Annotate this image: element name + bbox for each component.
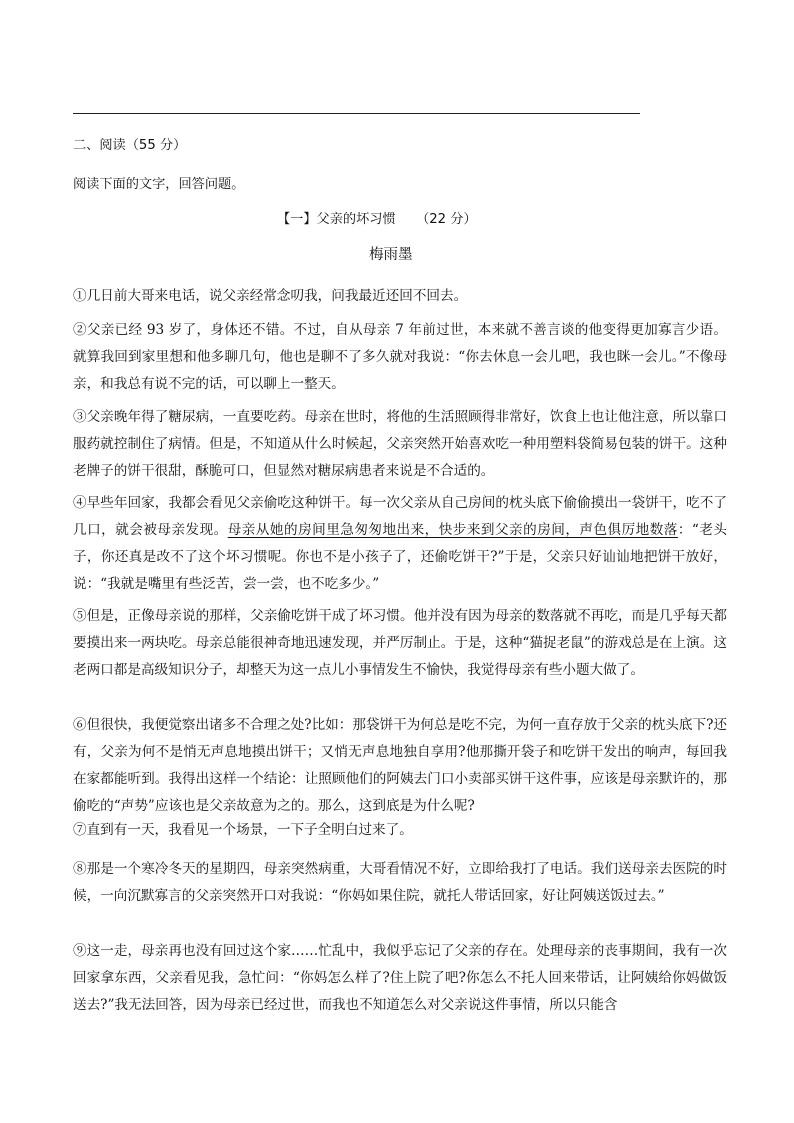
paragraph-8: ⑧那是一个寒冷冬天的星期四，母亲突然病重，大哥看情况不好，立即给我打了电话。我们送母亲去医院的时候，一向沉默寡言的父亲突然开口对我说：“你妈如果住院，就托人带话回家，好让阿姨送饭过去。”: [73, 861, 727, 904]
paragraph-1: ①几日前大哥来电话，说父亲经常念叨我，问我最近还回不回去。: [73, 288, 468, 304]
paragraph-2: ②父亲已经 93 岁了，身体还不错。不过，自从母亲 7 年前过世，本来就不善言谈的他变得更加寡言少语。就算我回到家里想和他多聊几句，他也是聊不了多久就对我说：“你去休息一会儿吧，我也眯一会儿。”不像母亲，和我总有说不完的话，可以聊上一整天。: [73, 322, 727, 392]
section-heading: 二、阅读（55 分）: [73, 138, 187, 153]
article-points: （22 分）: [416, 212, 477, 227]
instruction-text: 阅读下面的文字，回答问题。: [73, 177, 245, 192]
paragraph-4-underlined: 母亲从她的房间里急匆匆地出来，快步来到父亲的房间，声色俱厉地数落: [227, 522, 678, 538]
paragraph-6: ⑥但很快，我便觉察出诸多不合理之处?比如：那袋饼干为何总是吃不完，为何一直存放于父亲的枕头底下?还有，父亲为何不是悄无声息地摸出饼干；又悄无声息地独自享用?他那撕开袋子和吃饼干发出的响声，每回我在家都能听到。我得出这样一个结论：让照顾他们的阿姨去门口小卖部买饼干这件事，应该是母亲默许的，那偷吃的“声势”应该也是父亲故意为之的。那么，这到底是为什么呢?: [73, 717, 727, 814]
paragraph-4: [73, 490, 727, 598]
paragraph-5: ⑤但是，正像母亲说的那样，父亲偷吃饼干成了坏习惯。他并没有因为母亲的数落就不再吃，而是几乎每天都要摸出来一两块吃。母亲总能很神奇地迅速发现，并严厉制止。于是，这种“猫捉老鼠”的游戏总是在上演。这老两口都是高级知识分子，却整天为这一点儿小事情发生不愉快，我觉得母亲有些小题大做了。: [73, 608, 727, 678]
paragraph-7: ⑦直到有一天，我看见一个场景，一下子全明白过来了。: [73, 822, 413, 838]
header-rule: [73, 113, 640, 114]
article-author: 梅雨墨: [369, 247, 413, 263]
article-title: [277, 213, 477, 226]
paragraph-4-before: ④早些年回家，我都会看见父亲偷吃这种饼干。每一次父亲从自己房间的枕头底下偷偷摸出一袋饼干，吃不了几口，就会被母亲发现。: [73, 495, 727, 538]
paragraph-4-after: ：“老头子，你还真是改不了这个坏习惯呢。你也不是小孩子了，还偷吃饼干?”于是，父亲只好讪讪地把饼干放好，说：“我就是嘴里有些泛苦，尝一尝，也不吃多少。”: [73, 522, 728, 592]
article-label: 【一】父亲的坏习惯: [277, 212, 396, 227]
paragraph-9: ⑨这一走，母亲再也没有回过这个家……忙乱中，我似乎忘记了父亲的存在。处理母亲的丧事期间，我有一次回家拿东西，父亲看见我，急忙问：“你妈怎么样了?住上院了吧?你怎么不托人回来带话，让阿姨给你妈做饭送去?”我无法回答，因为母亲已经过世，而我也不知道怎么对父亲说这件事情，所以只能含: [73, 943, 727, 1013]
paragraph-3: ③父亲晚年得了糖尿病，一直要吃药。母亲在世时，将他的生活照顾得非常好，饮食上也让他注意，所以靠口服药就控制住了病情。但是，不知道从什么时候起，父亲突然开始喜欢吃一种用塑料袋简易包装的饼干。这种老牌子的饼干很甜，酥脆可口，但显然对糖尿病患者来说是不合适的。: [73, 409, 727, 479]
